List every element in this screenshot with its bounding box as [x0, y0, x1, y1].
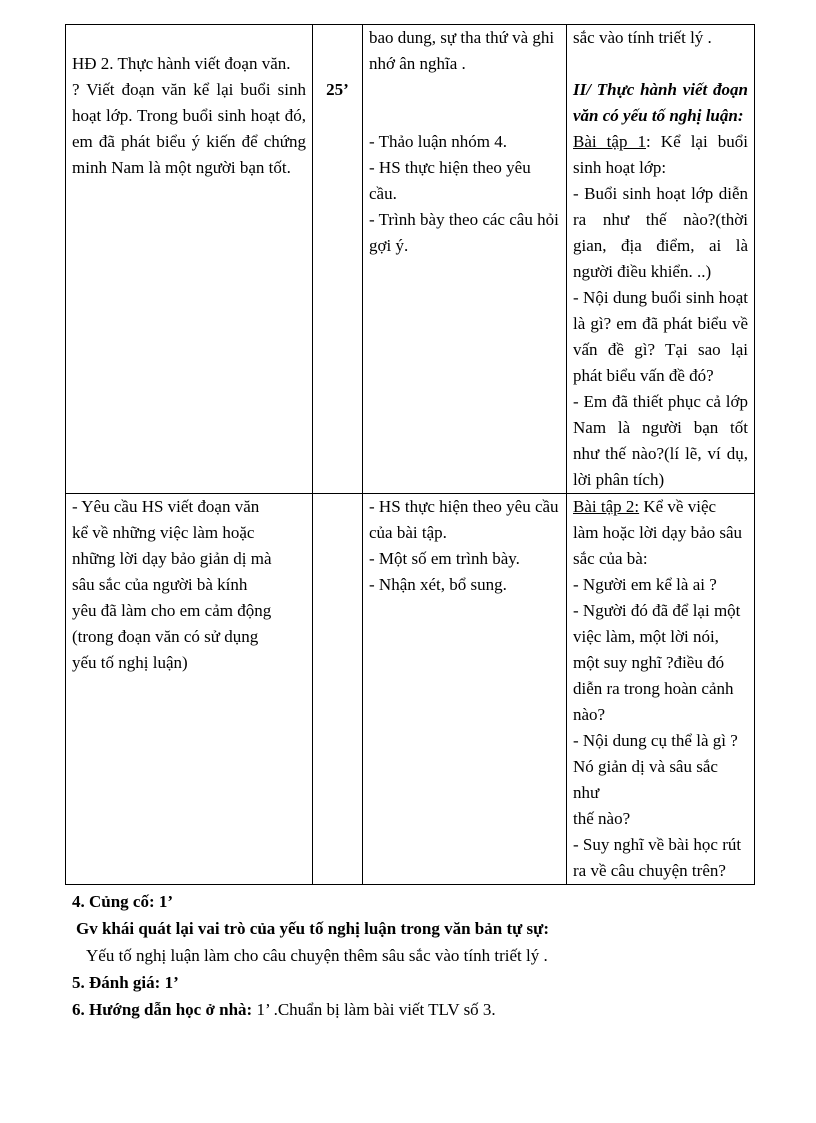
student-line: - HS thực hiện theo yêu cầu. — [369, 158, 531, 203]
table-row — [66, 494, 755, 885]
exercise-line: - Nội dung cụ thể là gì ? — [573, 731, 738, 750]
teacher-line: yêu đã làm cho em cảm động — [72, 601, 272, 620]
exercise-line: thế nào? — [573, 809, 631, 828]
lesson-footer — [72, 888, 772, 1023]
exercise-item: - Buổi sinh hoạt lớp diễn ra như thế nào?(thời gian, địa điểm, ai là người điều khiển. ..) — [573, 184, 748, 281]
exercise-1-label: Bài tập 1 — [573, 132, 647, 151]
exercise-line: - Người đó đã để lại một — [573, 601, 741, 620]
exercise-2-label: Bài tập 2: — [573, 497, 640, 516]
content-cell — [567, 494, 755, 885]
teacher-line: sâu sắc của người bà kính — [72, 575, 248, 594]
student-line: - Thảo luận nhóm 4. — [369, 132, 508, 151]
teacher-line: - Yêu cầu HS viết đoạn văn — [72, 497, 260, 516]
exercise-1-title: Bài tập 1: Kể lại buổi sinh hoạt lớp: — [573, 132, 748, 177]
exercise-line: ra về câu chuyện trên? — [573, 861, 726, 880]
activity-title: HĐ 2. Thực hành viết đoạn văn. — [72, 54, 291, 73]
activity-time: 25’ — [326, 80, 349, 99]
exercise-line: nào? — [573, 705, 606, 724]
summary-heading: Gv khái quát lại vai trò của yếu tố nghị luận trong văn bản tự sự: — [76, 919, 550, 938]
teacher-line: (trong đoạn văn có sử dụng — [72, 627, 259, 646]
exercise-line: Kể về việc — [643, 497, 717, 516]
exercise-line: - Người em kể là ai ? — [573, 575, 717, 594]
teacher-activity-cell — [66, 25, 313, 494]
homework-line: 6. Hướng dẫn học ở nhà: 1’ .Chuẩn bị làm bài viết TLV số 3. — [72, 1000, 496, 1019]
lesson-table — [65, 24, 755, 885]
exercise-line: - Suy nghĩ về bài học rút — [573, 835, 742, 854]
exercise-line: việc làm, một lời nói, — [573, 627, 719, 646]
teacher-line: kể về những việc làm hoặc — [72, 523, 255, 542]
student-activity-cell — [363, 494, 567, 885]
section-heading: II/ Thực hành viết đoạn văn có yếu tố nghị luận: — [573, 80, 748, 125]
content-continued-text: sắc vào tính triết lý . — [573, 28, 712, 47]
student-continued-text: bao dung, sự tha thứ và ghi nhớ ân nghĩa . — [369, 28, 555, 73]
teacher-line: những lời dạy bảo giản dị mà — [72, 549, 272, 568]
exercise-line: sắc của bà: — [573, 549, 648, 568]
exercise-item: - Em đã thiết phục cả lớp Nam là người bạn tốt như thế nào?(lí lẽ, ví dụ, lời phân tích) — [573, 392, 748, 489]
time-cell — [313, 494, 363, 885]
consolidate-heading: 4. Củng cố: 1’ — [72, 892, 174, 911]
exercise-line: làm hoặc lời dạy bảo sâu — [573, 523, 743, 542]
time-cell — [313, 25, 363, 494]
student-line: - HS thực hiện theo yêu cầu của bài tập. — [369, 497, 559, 542]
content-cell — [567, 25, 755, 494]
exercise-line: diễn ra trong hoàn cảnh — [573, 679, 734, 698]
student-activity-cell — [363, 25, 567, 494]
student-line: - Trình bày theo các câu hỏi gợi ý. — [369, 210, 559, 255]
assessment-heading: 5. Đánh giá: 1’ — [72, 973, 179, 992]
student-line: - Một số em trình bày. — [369, 549, 520, 568]
exercise-item: - Nội dung buổi sinh hoạt là gì? em đã phát biểu về vấn đề gì? Tại sao lại phát biểu vấn đề đó? — [573, 288, 748, 385]
summary-text: Yếu tố nghị luận làm cho câu chuyện thêm sâu sắc vào tính triết lý . — [86, 946, 548, 965]
activity-task: ? Viết đoạn văn kể lại buổi sinh hoạt lớp. Trong buổi sinh hoạt đó, em đã phát biểu ý kiến để chứng minh Nam là một người bạn tốt. — [72, 80, 306, 177]
teacher-line: yếu tố nghị luận) — [72, 653, 188, 672]
table-row — [66, 25, 755, 494]
exercise-line: một suy nghĩ ?điều đó — [573, 653, 725, 672]
teacher-activity-cell — [66, 494, 313, 885]
exercise-line: Nó giản dị và sâu sắc như — [573, 757, 718, 802]
student-line: - Nhận xét, bổ sung. — [369, 575, 507, 594]
